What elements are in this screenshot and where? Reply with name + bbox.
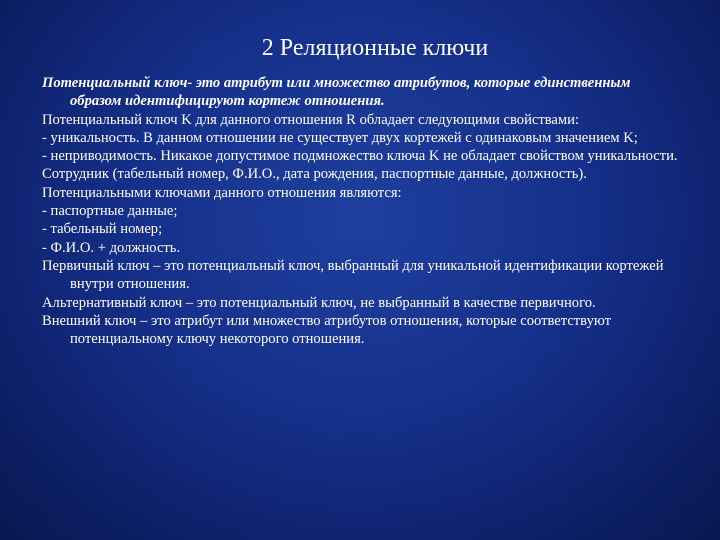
property-uniqueness: - уникальность. В данном отношении не существует двух кортежей с одинаковым значением K; bbox=[42, 129, 638, 146]
candidate-key-item: - табельный номер; bbox=[42, 221, 163, 238]
definition-potential-key: Потенциальный ключ- это атрибут или множество атрибутов, которые единственным образом идентифицируют кортеж отношения. bbox=[42, 75, 631, 110]
definition-alternate-key: Альтернативный ключ – это потенциальный ключ, не выбранный в качестве первичного. bbox=[42, 294, 596, 311]
candidate-key-item: - паспортные данные; bbox=[42, 203, 178, 220]
paragraph-key-properties: Потенциальный ключ K для данного отношения R обладает следующими свойствами: bbox=[42, 111, 580, 128]
slide-body bbox=[42, 74, 682, 348]
example-relation: Сотрудник (табельный номер, Ф.И.О., дата рождения, паспортные данные, должность). bbox=[42, 166, 587, 183]
candidate-key-item: - Ф.И.О. + должность. bbox=[42, 239, 181, 256]
candidate-keys-heading: Потенциальными ключами данного отношения являются: bbox=[42, 184, 402, 201]
property-irreducibility: - неприводимость. Никакое допустимое подмножество ключа K не обладает свойством уникальности. bbox=[42, 148, 678, 165]
definition-primary-key: Первичный ключ – это потенциальный ключ, выбранный для уникальной идентификации кортежей внутри отношения. bbox=[42, 257, 664, 293]
slide-title: 2 Реляционные ключи bbox=[261, 35, 489, 61]
definition-foreign-key: Внешний ключ – это атрибут или множество атрибутов отношения, которые соответствуют потенциальному ключу некоторого отношения. bbox=[42, 312, 611, 348]
